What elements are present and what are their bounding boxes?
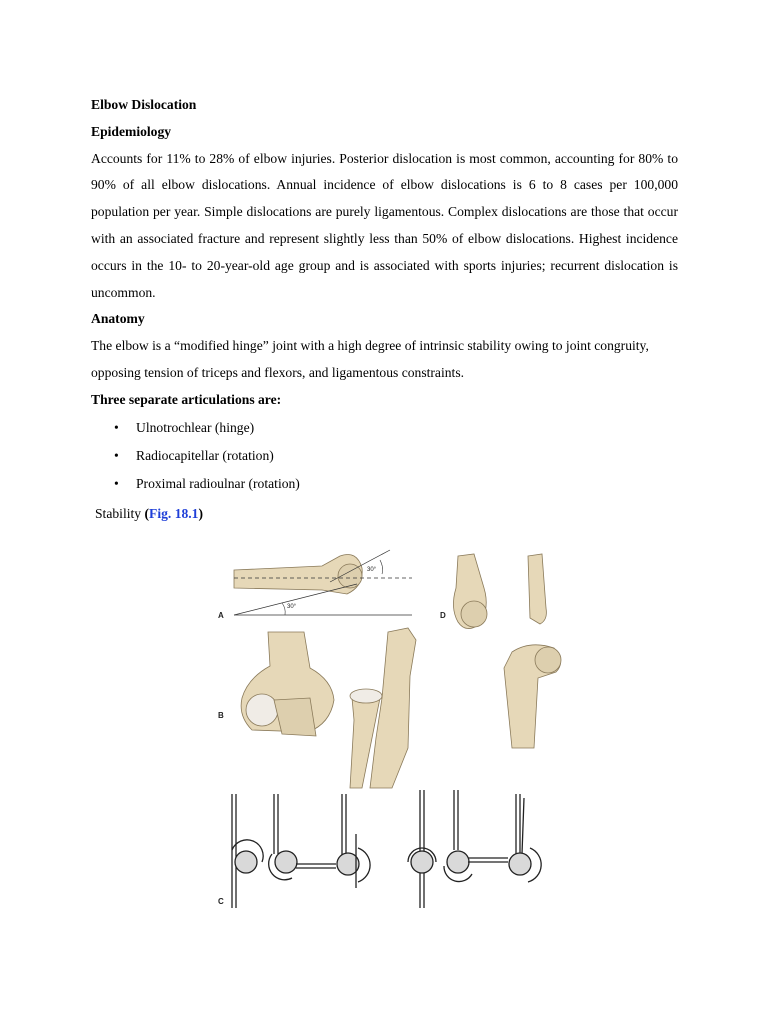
list-item bbox=[91, 414, 678, 442]
panel-label-b: B bbox=[218, 711, 224, 720]
stability-schematic bbox=[232, 794, 263, 908]
stability-schematic bbox=[444, 790, 508, 882]
anatomy-heading: Anatomy bbox=[91, 311, 145, 327]
elbow-stability-figure bbox=[212, 548, 582, 914]
text-content bbox=[91, 92, 678, 528]
angle-label-upper: 30° bbox=[367, 567, 377, 573]
panel-label-d: D bbox=[440, 611, 446, 620]
stability-schematic bbox=[509, 794, 541, 882]
bullet-dot: • bbox=[114, 476, 119, 492]
panel-d-illustration bbox=[453, 554, 561, 748]
articulations-list bbox=[91, 414, 678, 499]
stability-line bbox=[95, 501, 678, 528]
panel-label-a: A bbox=[218, 611, 224, 620]
list-item-text: Ulnotrochlear (hinge) bbox=[136, 419, 255, 435]
anatomy-paragraph: The elbow is a “modified hinge” joint with a high degree of intrinsic stability owing to joint congruity, opposing tension of triceps and flexors, and ligamentous constraints. bbox=[91, 338, 649, 380]
figure-reference-link[interactable]: Fig. 18.1 bbox=[149, 505, 199, 521]
stability-schematic bbox=[269, 794, 336, 880]
stability-schematic bbox=[337, 794, 370, 888]
epidemiology-paragraph: Accounts for 11% to 28% of elbow injuries. Posterior dislocation is most common, accounting for 80% to 90% of all elbow dislocations. Annual incidence of elbow dislocations is 6 to 8 cases per 100,000 population per year. Simple dislocations are purely ligamentous. Complex dislocations are those that occur with an associated fracture and represent slightly less than 50% of elbow dislocations. Highest incidence occurs in the 10- to 20-year-old age group and is associated with sports injuries; recurrent dislocation is uncommon. bbox=[91, 150, 678, 300]
angle-label-lower: 30° bbox=[287, 604, 297, 610]
epidemiology-heading: Epidemiology bbox=[91, 123, 172, 139]
list-item bbox=[91, 442, 678, 470]
document-title: Elbow Dislocation bbox=[91, 97, 197, 112]
list-item-text: Proximal radioulnar (rotation) bbox=[136, 476, 300, 492]
panel-label-c: C bbox=[218, 897, 224, 906]
stability-schematic bbox=[408, 790, 436, 908]
articulations-heading: Three separate articulations are: bbox=[91, 391, 282, 407]
bullet-dot: • bbox=[114, 447, 119, 463]
list-item bbox=[91, 470, 678, 498]
stability-label: Stability bbox=[95, 505, 142, 521]
open-paren: ( bbox=[144, 505, 150, 521]
panel-b-illustration bbox=[241, 628, 416, 788]
panel-c-schematics bbox=[232, 790, 541, 908]
close-paren: ) bbox=[198, 505, 204, 521]
panel-a-illustration bbox=[234, 550, 412, 615]
bullet-dot: • bbox=[114, 419, 119, 435]
list-item-text: Radiocapitellar (rotation) bbox=[136, 447, 274, 463]
